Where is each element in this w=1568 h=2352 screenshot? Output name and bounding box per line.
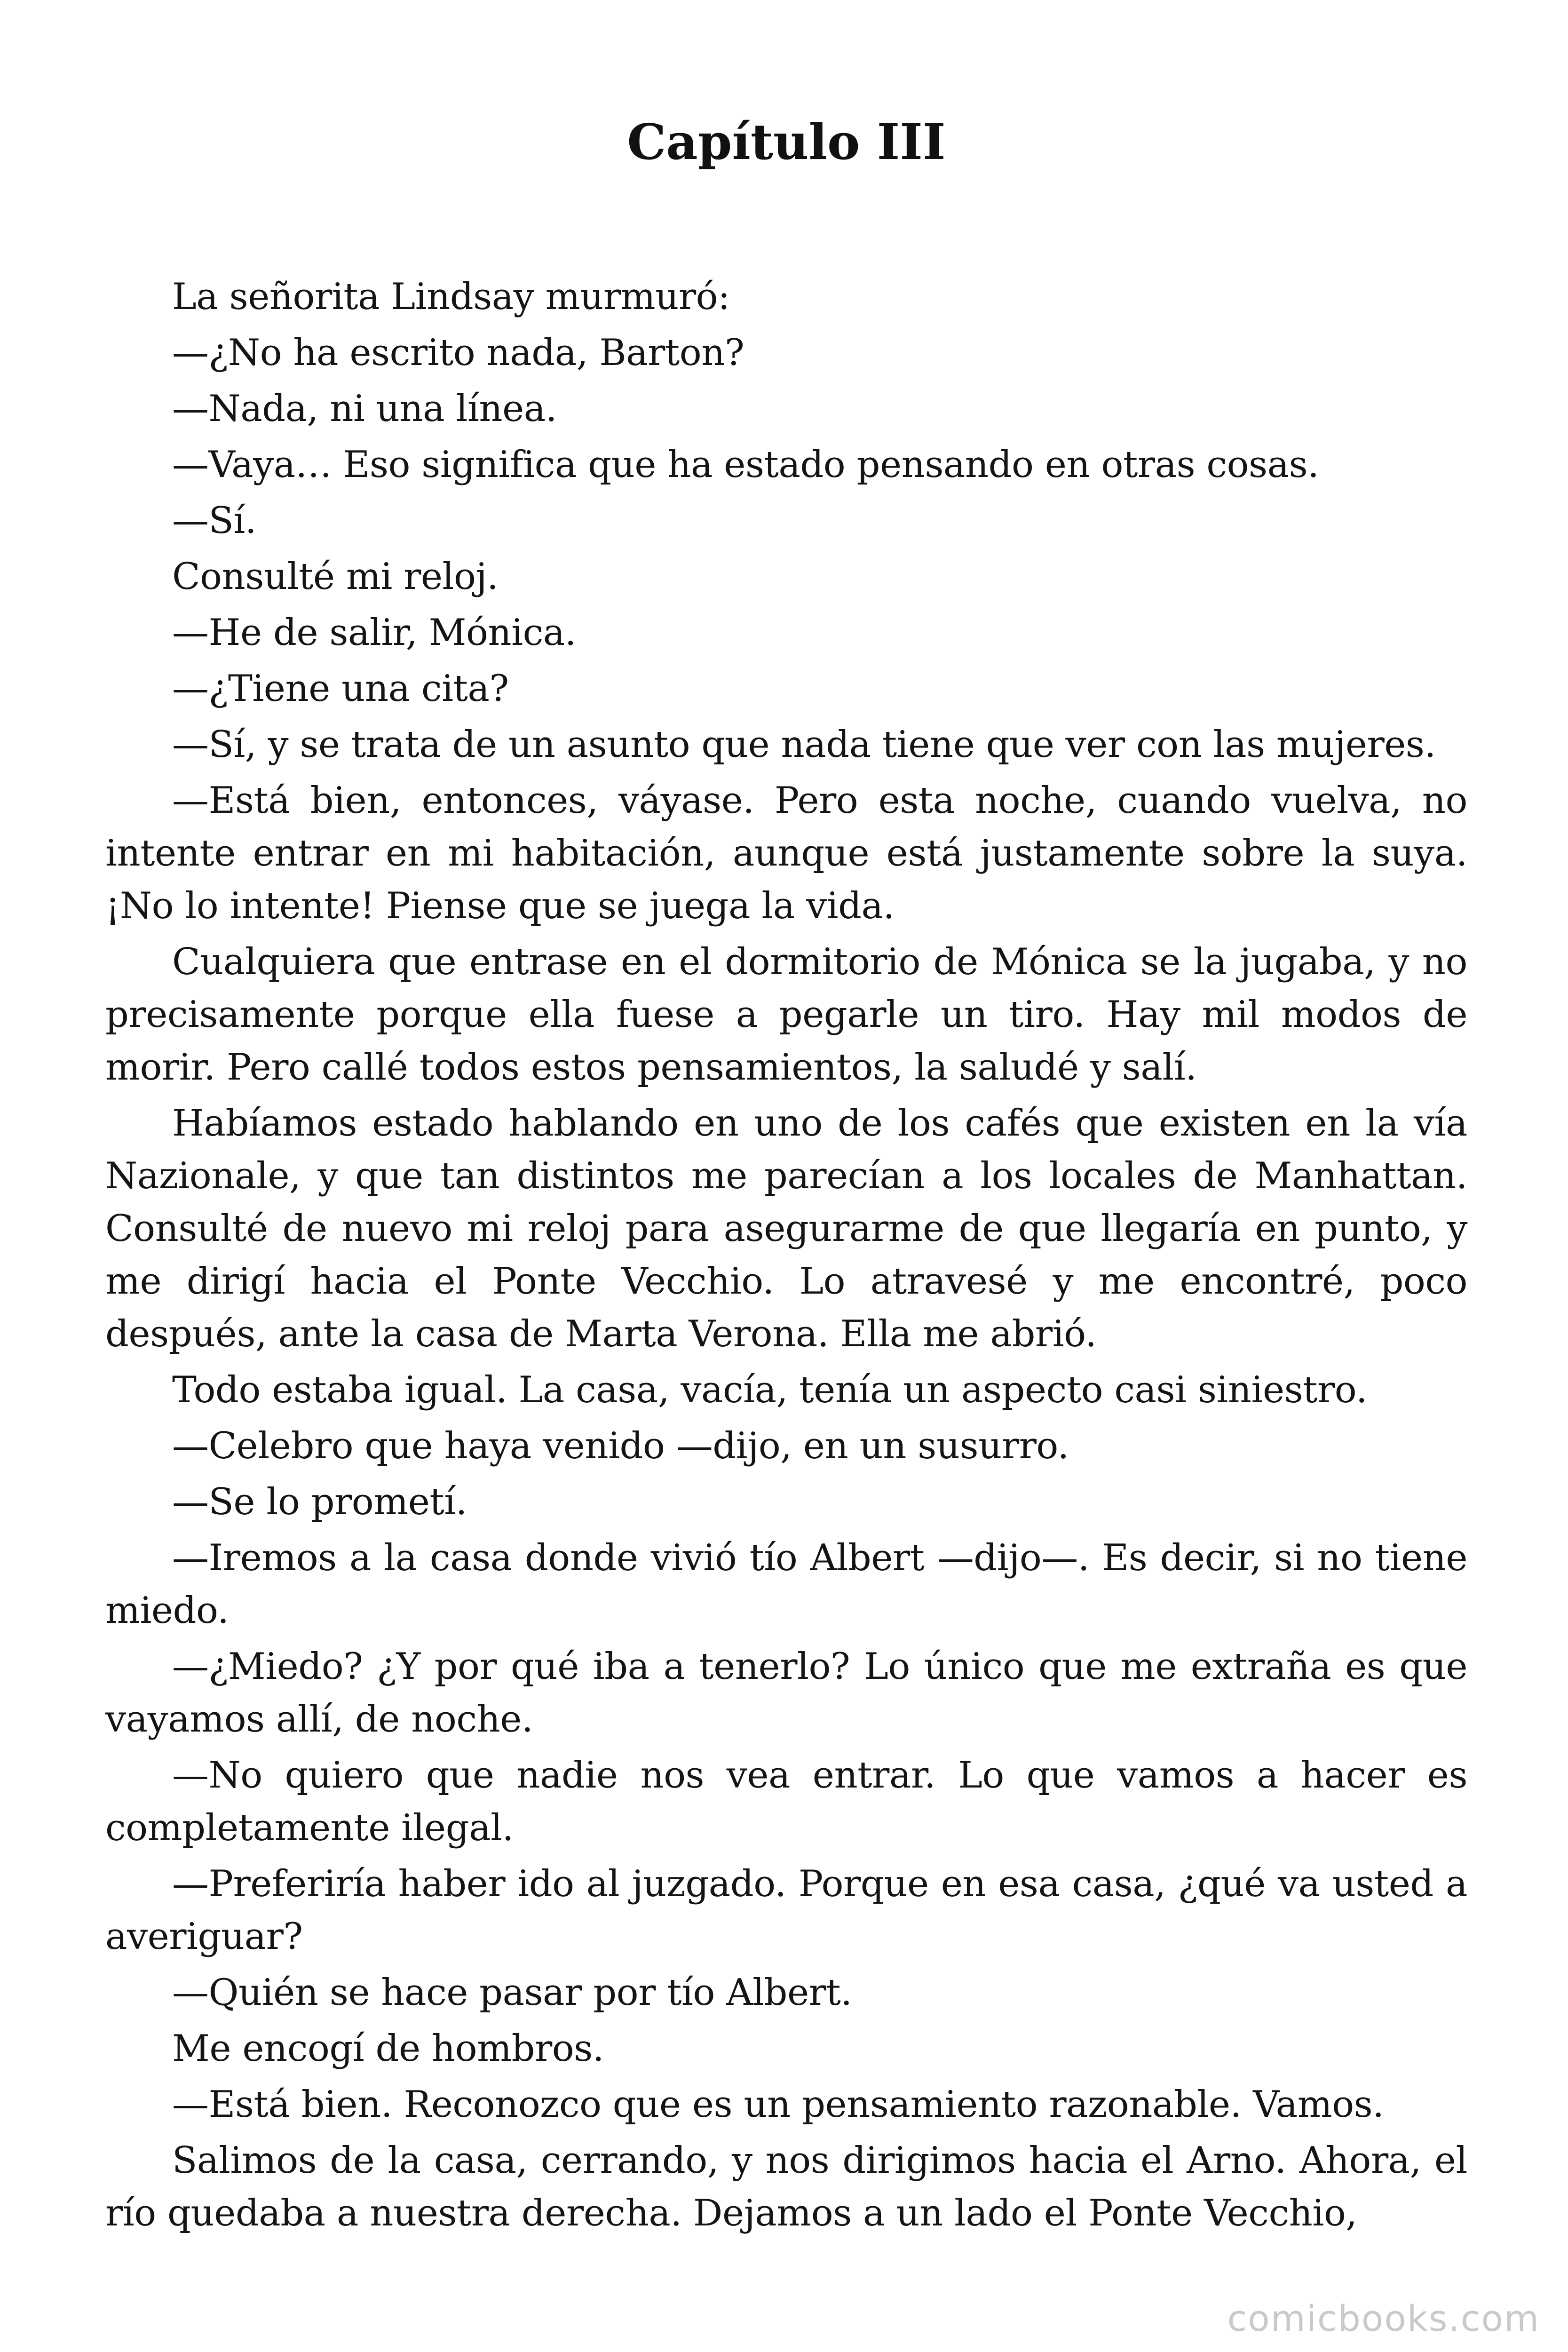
paragraph: La señorita Lindsay murmuró: [172,276,730,318]
paragraph: Habíamos estado hablando en uno de los cafés que existen en la vía Nazionale, y que tan distintos me parecían a los locales de Manhattan. Consulté de nuevo mi reloj para asegurarme de que llegaría en punto, y me dirigí hacia el Ponte Vecchio. Lo atravesé y me encontré, poco después, ante la casa de Marta Verona. Ella me abrió. [105,1102,1467,1355]
paragraph: —¿No ha escrito nada, Barton? [172,332,744,374]
chapter-body [105,270,1467,2243]
paragraph: —No quiero que nadie nos vea entrar. Lo que vamos a hacer es completamente ilegal. [105,1754,1467,1849]
paragraph: —Preferiría haber ido al juzgado. Porque en esa casa, ¿qué va usted a averiguar? [105,1863,1467,1958]
chapter-title: Capítulo III [627,113,946,171]
paragraph: —Nada, ni una línea. [172,388,557,430]
paragraph: —Quién se hace pasar por tío Albert. [172,1971,852,2014]
paragraph: Consulté mi reloj. [172,556,499,598]
paragraph: Todo estaba igual. La casa, vacía, tenía un aspecto casi siniestro. [172,1369,1368,1411]
paragraph: —Vaya… Eso significa que ha estado pensando en otras cosas. [172,444,1319,486]
paragraph: —Está bien. Reconozco que es un pensamiento razonable. Vamos. [172,2083,1384,2126]
paragraph: Me encogí de hombros. [172,2027,604,2070]
paragraph: —¿Tiene una cita? [172,667,509,710]
paragraph: —Celebro que haya venido —dijo, en un susurro. [172,1425,1069,1467]
watermark: comicbooks.com [1227,2297,1540,2339]
paragraph: —He de salir, Mónica. [172,612,577,654]
paragraph: —¿Miedo? ¿Y por qué iba a tenerlo? Lo único que me extraña es que vayamos allí, de noche. [105,1645,1467,1740]
paragraph: Cualquiera que entrase en el dormitorio de Mónica se la jugaba, y no precisamente porque ella fuese a pegarle un tiro. Hay mil modos de morir. Pero callé todos estos pensamientos, la saludé y salí. [105,941,1467,1089]
paragraph: Salimos de la casa, cerrando, y nos dirigimos hacia el Arno. Ahora, el río quedaba a nuestra derecha. Dejamos a un lado el Ponte Vecchio, [105,2139,1467,2234]
paragraph: —Sí. [172,500,257,542]
paragraph: —Se lo prometí. [172,1481,467,1523]
paragraph: —Sí, y se trata de un asunto que nada tiene que ver con las mujeres. [172,723,1436,766]
paragraph: —Iremos a la casa donde vivió tío Albert —dijo—. Es decir, si no tiene miedo. [105,1537,1467,1632]
book-page [105,0,1467,2352]
paragraph: —Está bien, entonces, váyase. Pero esta noche, cuando vuelva, no intente entrar en mi habitación, aunque está justamente sobre la suya. ¡No lo intente! Piense que se juega la vida. [105,779,1467,927]
